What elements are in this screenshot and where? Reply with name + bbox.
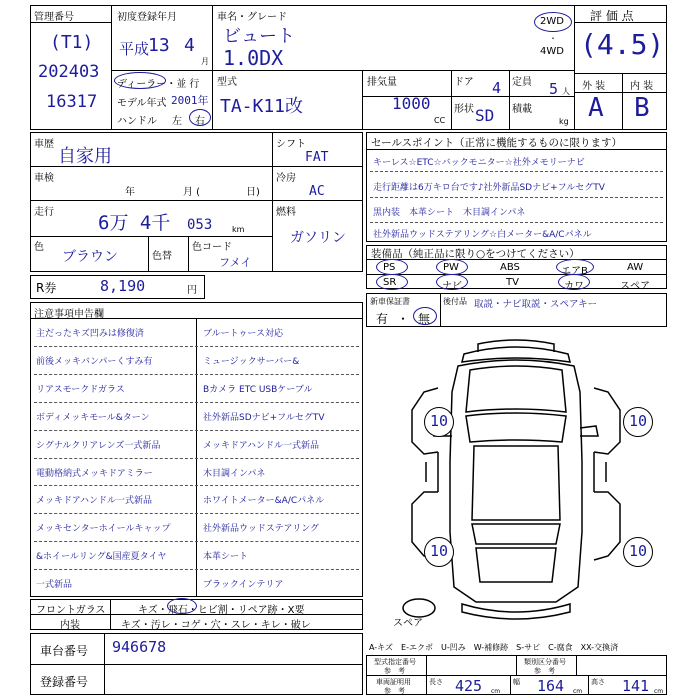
shape-value: SD xyxy=(475,106,495,125)
note-item-right: ブルートゥース対応 xyxy=(203,329,283,339)
notes-title: 注意事項申告欄 xyxy=(34,309,104,320)
note-item-left: &ホイールリング&国産夏タイヤ xyxy=(36,552,167,563)
handle-label: ハンドル xyxy=(117,116,157,127)
note-item-right: 社外新品ウッドステアリング xyxy=(203,524,320,535)
car-diagram xyxy=(366,332,667,632)
note-item-left: メッキセンターホイールキャップ xyxy=(36,524,171,535)
spec-ref: 参 考 xyxy=(384,687,405,695)
note-item-left: ボディメッキモール&ターン xyxy=(36,412,150,423)
note-item-right: 木目調インパネ xyxy=(203,468,266,479)
inspection-label: 車検 xyxy=(34,173,54,184)
sales-line: 走行距離は6万キロ台です♪社外新品SDナビ+フルセグTV xyxy=(373,183,605,193)
r-label: R券 xyxy=(36,281,57,295)
spare-label: スペア xyxy=(393,618,423,629)
note-item-left: 前後メッキバンパーくすみ有 xyxy=(36,356,153,367)
grade-label: 評 価 点 xyxy=(590,9,634,23)
reg-no-label: 登録番号 xyxy=(40,675,89,689)
mileage-value: 6万 4千 xyxy=(98,212,171,234)
shift-label: シフト xyxy=(276,139,306,150)
history-value: 自家用 xyxy=(58,146,112,167)
spec-width-value: 164 xyxy=(537,677,565,695)
spec-length-label: 長さ xyxy=(429,678,443,686)
warranty-new-label: 新車保証書 xyxy=(370,297,410,306)
front-glass-options: キズ・飛石・ヒビ割・リペア跡・X要 xyxy=(138,605,305,616)
spec-ref: 参 考 xyxy=(384,667,405,675)
sales-line: 社外新品ウッドステアリング☆白メーター&A/Cパネル xyxy=(373,230,592,240)
history-label: 車歴 xyxy=(34,139,54,150)
spec-cm: cm xyxy=(491,688,501,695)
mgmt-label: 管理番号 xyxy=(34,12,74,23)
dealer-circle xyxy=(114,72,166,89)
equip-airbag-ring xyxy=(556,259,594,275)
equip-navi-ring xyxy=(436,274,468,290)
drive-2wd: 2WD xyxy=(540,16,564,27)
warranty-after-label: 後付品 xyxy=(443,297,467,306)
tire-rear-left: 10 xyxy=(424,537,454,567)
tire-rear-right: 10 xyxy=(623,537,653,567)
reg-year: 13 xyxy=(148,35,170,56)
spec-cert-label: 車両証明用 xyxy=(376,678,411,686)
warranty-no: 無 xyxy=(418,312,431,326)
r-value: 8,190 xyxy=(100,277,146,295)
color-code-label: 色コード xyxy=(192,242,232,253)
equip-ps: PS xyxy=(383,262,396,273)
mileage-small: 053 xyxy=(187,217,213,233)
model-year-label: モデル年式 xyxy=(117,98,167,109)
spec-cm: cm xyxy=(654,688,664,695)
fuel-label: 燃料 xyxy=(276,207,296,218)
capacity-value: 5 xyxy=(549,80,559,98)
equip-airbag: エアB xyxy=(561,266,588,277)
note-item-left: 一式新品 xyxy=(36,580,73,591)
note-item-right: 社外新品SDナビ+フルセグTV xyxy=(203,412,325,423)
ext-grade: A xyxy=(588,93,604,123)
note-item-left: メッキドアハンドル一式新品 xyxy=(36,496,153,507)
capacity-unit: 人 xyxy=(562,87,570,96)
mgmt-no2: 16317 xyxy=(46,92,98,112)
equip-pw: PW xyxy=(443,262,459,273)
equip-aw: AW xyxy=(627,262,644,273)
equip-pw-ring xyxy=(436,259,468,275)
capacity-label: 定員 xyxy=(512,77,532,88)
equip-leather-ring xyxy=(558,274,590,290)
equip-ps-ring xyxy=(376,259,408,275)
spec-cm: cm xyxy=(573,688,583,695)
mgmt-tag: (T1) xyxy=(50,32,94,53)
warranty-no-ring xyxy=(413,307,437,325)
sales-line: キーレス☆ETC☆バックモニター☆社外メモリーナビ xyxy=(373,158,585,168)
color-value: ブラウン xyxy=(62,249,118,265)
drive-dot: ・ xyxy=(549,34,557,43)
tire-front-right: 10 xyxy=(623,407,653,437)
spec-type-designation: 型式指定番号 xyxy=(374,658,416,666)
note-item-left: シグナルクリアレンズ一式新品 xyxy=(36,440,161,451)
equip-sr: SR xyxy=(383,277,397,288)
ac-value: AC xyxy=(309,184,325,199)
front-glass-label: フロントガラス xyxy=(36,605,106,616)
interior-options: キズ・汚レ・コゲ・穴・スレ・キレ・破レ xyxy=(121,620,311,631)
sales-line: 黒内装 本革シート 木目調インパネ xyxy=(373,208,526,218)
door-value: 4 xyxy=(492,79,502,97)
note-item-right: ミュージックサーバー& xyxy=(203,356,300,367)
insp-year: 年 xyxy=(125,187,135,198)
tire-front-left: 10 xyxy=(424,407,454,437)
equip-sr-ring xyxy=(376,274,408,290)
chassis-value: 946678 xyxy=(112,638,167,656)
note-item-right: 本革シート xyxy=(203,552,249,563)
damage-legend: A-キズ E-エクボ U-凹み W-補修跡 S-サビ C-腐食 XX-交換済 xyxy=(369,643,619,652)
grade-value: (4.5) xyxy=(580,28,665,61)
load-unit: kg xyxy=(559,117,569,126)
disp-unit: CC xyxy=(434,116,446,125)
int-grade: B xyxy=(634,93,650,123)
equip-navi: ナビ xyxy=(442,281,462,292)
equip-leather: カワ xyxy=(564,281,584,292)
car-name: ビュート xyxy=(223,26,295,47)
handle-right-circle xyxy=(189,109,211,126)
dealer-label: ディーラー・並 行 xyxy=(117,79,200,90)
int-label: 内 装 xyxy=(630,81,654,92)
mileage-unit: km xyxy=(232,225,245,234)
ac-label: 冷房 xyxy=(276,173,296,184)
mgmt-no1: 202403 xyxy=(38,62,100,82)
shape-label: 形状 xyxy=(454,104,474,115)
r-unit: 円 xyxy=(187,285,197,296)
spec-height-label: 高さ xyxy=(591,678,605,686)
load-label: 積載 xyxy=(512,104,532,115)
chassis-label: 車台番号 xyxy=(40,644,89,658)
insp-day: 日) xyxy=(246,187,260,198)
front-glass-ring xyxy=(167,598,197,614)
warranty-yes: 有 xyxy=(376,312,389,326)
color-label: 色 xyxy=(34,242,44,253)
mileage-label: 走行 xyxy=(34,207,54,218)
reg-month: 4 xyxy=(184,35,195,56)
reg-label: 初度登録年月 xyxy=(117,12,177,23)
note-item-right: メッキドアハンドル一式新品 xyxy=(203,440,320,451)
equipment-title: 装備品（純正品に限り○をつけてください） xyxy=(371,248,580,260)
color-code-value: フメイ xyxy=(219,256,252,269)
sales-title: セールスポイント（正常に機能するものに限ります） xyxy=(371,137,623,149)
note-item-right: Bカメラ ETC USBケーブル xyxy=(203,384,313,395)
equip-spare: スペア xyxy=(620,281,650,292)
shift-value: FAT xyxy=(305,150,329,165)
spec-height-value: 141 xyxy=(622,677,650,695)
spec-ref: 参 考 xyxy=(534,667,555,675)
note-item-right: ブラックインテリア xyxy=(203,580,284,591)
insp-month: 月 ( xyxy=(183,187,201,198)
type-label: 型式 xyxy=(217,77,237,88)
ext-label: 外 装 xyxy=(582,81,606,92)
handle-left: 左 xyxy=(172,116,182,127)
color-change-label: 色替 xyxy=(152,251,172,262)
interior-label: 内装 xyxy=(60,620,80,631)
warranty-dot: ・ xyxy=(397,312,410,326)
note-item-right: ホワイトメーター&A/Cパネル xyxy=(203,496,325,507)
door-label: ドア xyxy=(454,77,474,88)
spec-width-label: 幅 xyxy=(513,678,520,686)
reg-era: 平成 xyxy=(119,40,150,58)
disp-label: 排気量 xyxy=(367,77,397,88)
note-item-left: 主だったキズ凹みは修復済 xyxy=(36,329,144,339)
equip-abs: ABS xyxy=(500,262,520,273)
car-grade: 1.0DX xyxy=(223,46,284,70)
warranty-after-value: 取説・ナビ取説・スペアキー xyxy=(474,299,598,310)
equip-tv: TV xyxy=(506,277,519,288)
note-item-left: リアスモークドガラス xyxy=(36,384,125,395)
handle-right: 右 xyxy=(195,116,205,127)
reg-month-unit: 月 xyxy=(201,57,209,66)
note-item-left: 電動格納式メッキドアミラー xyxy=(36,468,153,479)
fuel-value: ガソリン xyxy=(290,230,346,246)
disp-value: 1000 xyxy=(392,94,431,113)
model-year: 2001年 xyxy=(171,94,209,107)
car-label: 車名・グレード xyxy=(217,12,287,23)
spec-length-value: 425 xyxy=(455,677,483,695)
drive-4wd: 4WD xyxy=(540,46,564,57)
spec-category: 類別区分番号 xyxy=(524,658,566,666)
type-value: TA-K11改 xyxy=(220,96,304,117)
